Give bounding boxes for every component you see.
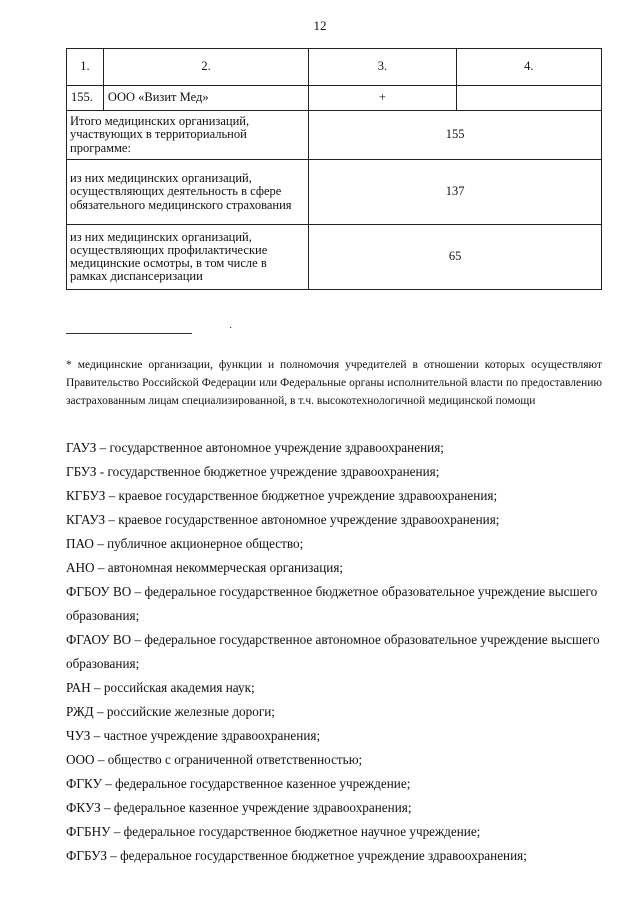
col4-cell	[456, 86, 601, 111]
header-cell-2: 2.	[103, 49, 308, 86]
summary-label: из них медицинских организаций, осуществляющих деятельность в сфере обязательного медицинского страхования	[67, 160, 309, 225]
list-item: ФКУЗ – федеральное казенное учреждение здравоохранения;	[66, 800, 412, 815]
summary-value: 137	[309, 160, 602, 225]
abbreviation-list	[66, 436, 602, 868]
participation-mark: +	[309, 86, 456, 111]
list-item: ФГБОУ ВО – федеральное государственное бюджетное образовательное учреждение высшего образования;	[66, 584, 598, 623]
header-cell-3: 3.	[309, 49, 456, 86]
scan-dot: ·	[229, 323, 233, 334]
list-item: КГБУЗ – краевое государственное бюджетное учреждение здравоохранения;	[66, 488, 498, 503]
list-item: ПАО – публичное акционерное общество;	[66, 536, 304, 551]
organization-name: ООО «Визит Мед»	[103, 86, 308, 111]
summary-row-preventive	[67, 225, 602, 290]
list-item: ГАУЗ – государственное автономное учреждение здравоохранения;	[66, 440, 444, 455]
summary-value: 155	[309, 111, 602, 160]
header-cell-4: 4.	[456, 49, 601, 86]
footnote-marker: *	[66, 359, 72, 371]
summary-row-oms	[67, 160, 602, 225]
footnote-divider	[66, 333, 192, 334]
list-item: ФГАОУ ВО – федеральное государственное автономное образовательное учреждение высшего образования;	[66, 632, 600, 671]
summary-value: 65	[309, 225, 602, 290]
list-item: ФГБУЗ – федеральное государственное бюджетное учреждение здравоохранения;	[66, 848, 527, 863]
list-item: ООО – общество с ограниченной ответственностью;	[66, 752, 363, 767]
footnote	[66, 356, 602, 410]
list-item: РЖД – российские железные дороги;	[66, 704, 275, 719]
summary-row-total	[67, 111, 602, 160]
table-header-row	[67, 49, 602, 86]
summary-label: из них медицинских организаций, осуществляющих профилактические медицинские осмотры, в том числе в рамках диспансеризации	[67, 225, 309, 290]
summary-label: Итого медицинских организаций, участвующих в территориальной программе:	[67, 111, 309, 160]
list-item: ГБУЗ - государственное бюджетное учреждение здравоохранения;	[66, 464, 440, 479]
list-item: РАН – российская академия наук;	[66, 680, 255, 695]
list-item: ФГБНУ – федеральное государственное бюджетное научное учреждение;	[66, 824, 481, 839]
list-item: ФГКУ – федеральное государственное казенное учреждение;	[66, 776, 411, 791]
list-item: АНО – автономная некоммерческая организация;	[66, 560, 344, 575]
list-item: ЧУЗ – частное учреждение здравоохранения;	[66, 728, 321, 743]
header-cell-1: 1.	[67, 49, 104, 86]
footnote-text: медицинские организации, функции и полномочия учредителей в отношении которых осуществляют Правительство Российской Федерации или Федеральные органы исполнительной власти по предоставлению застрахованным лицам специализированной, в т.ч. высокотехнологичной медицинской помощи	[66, 359, 602, 407]
row-number: 155.	[67, 86, 104, 111]
table-row	[67, 86, 602, 111]
organizations-table	[66, 48, 602, 290]
page-number: 12	[313, 18, 327, 33]
list-item: КГАУЗ – краевое государственное автономное учреждение здравоохранения;	[66, 512, 500, 527]
